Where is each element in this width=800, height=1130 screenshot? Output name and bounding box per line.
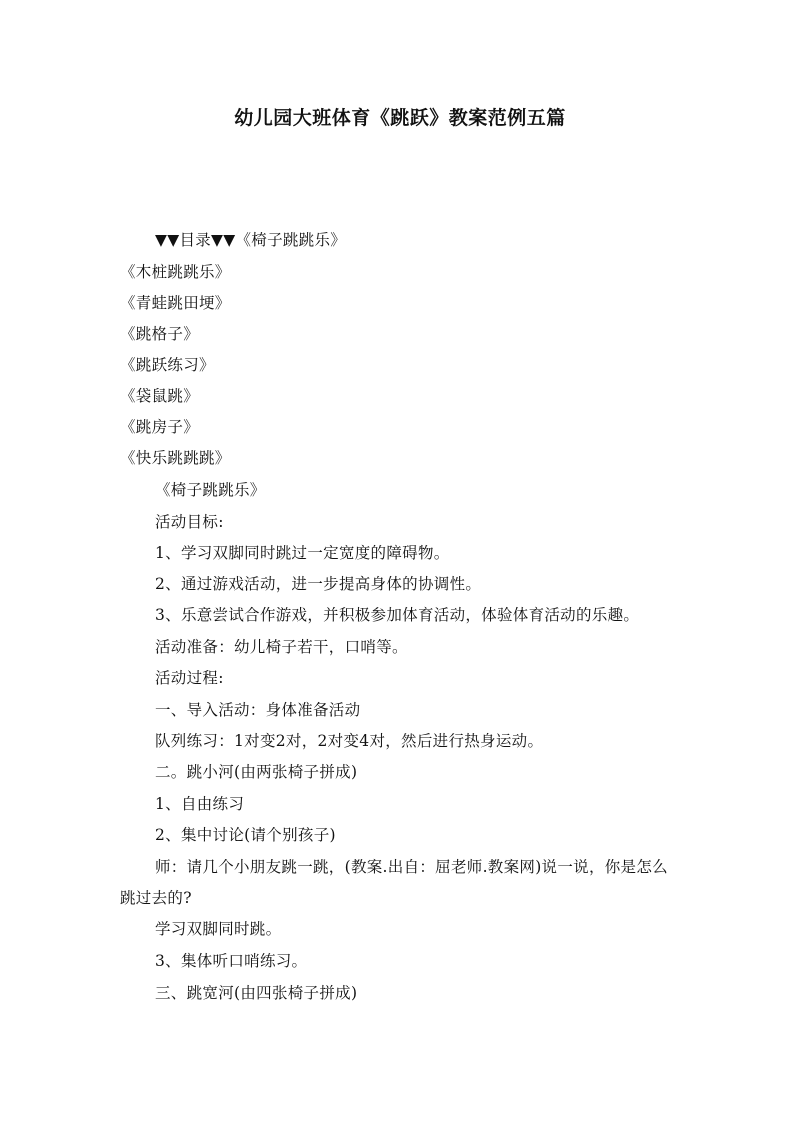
goals-label: 活动目标: <box>155 513 224 531</box>
goal-item: 2、通过游戏活动，进一步提高身体的协调性。 <box>155 575 482 593</box>
process-item: 1、自由练习 <box>155 795 245 813</box>
document-title: 幼儿园大班体育《跳跃》教案范例五篇 <box>234 107 566 129</box>
toc-heading: ▼▼目录▼▼《椅子跳跳乐》 <box>155 231 347 249</box>
preparation-text: 活动准备：幼儿椅子若干，口哨等。 <box>155 638 408 656</box>
process-item: 三、跳宽河(由四张椅子拼成) <box>155 984 358 1002</box>
toc-item: 《快乐跳跳跳》 <box>120 449 231 467</box>
goal-item: 3、乐意尝试合作游戏，并积极参加体育活动，体验体育活动的乐趣。 <box>155 606 640 624</box>
goal-item: 1、学习双脚同时跳过一定宽度的障碍物。 <box>155 544 450 562</box>
process-item-continuation: 跳过去的? <box>120 889 192 907</box>
section-heading: 《椅子跳跳乐》 <box>155 481 266 499</box>
toc-item: 《跳跃练习》 <box>120 356 215 374</box>
process-item: 学习双脚同时跳。 <box>155 920 282 938</box>
process-item: 队列练习：1对变2对，2对变4对，然后进行热身运动。 <box>155 732 544 750</box>
toc-item: 《跳格子》 <box>120 325 200 343</box>
process-item: 3、集体听口哨练习。 <box>155 952 308 970</box>
toc-item: 《袋鼠跳》 <box>120 387 200 405</box>
process-item: 2、集中讨论(请个别孩子) <box>155 826 336 844</box>
process-label: 活动过程: <box>155 669 224 687</box>
process-item: 二。跳小河(由两张椅子拼成) <box>155 763 358 781</box>
toc-item: 《木桩跳跳乐》 <box>120 263 231 281</box>
process-item: 师：请几个小朋友跳一跳，(教案.出自：屈老师.教案网)说一说，你是怎么 <box>155 858 668 876</box>
process-item: 一、导入活动：身体准备活动 <box>155 701 361 719</box>
toc-item: 《跳房子》 <box>120 418 200 436</box>
toc-item: 《青蛙跳田埂》 <box>120 294 231 312</box>
